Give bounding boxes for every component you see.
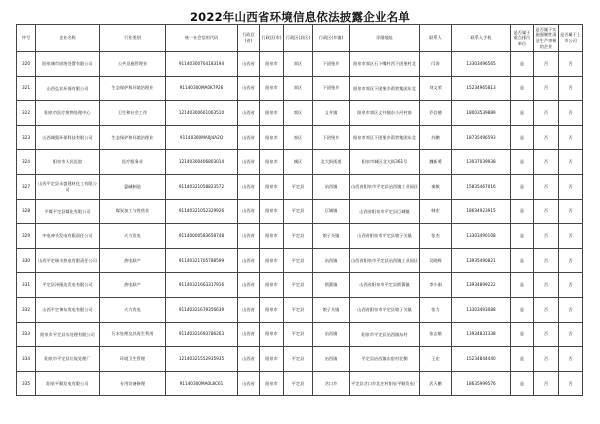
table-row	[17, 322, 583, 347]
table-cell: 医疗服务业	[100, 150, 166, 175]
table-cell: 否	[559, 273, 583, 298]
table-cell: 322	[17, 101, 36, 126]
enterprise-table	[16, 24, 583, 396]
table-cell: 下团堡乡	[313, 125, 350, 150]
column-header: 是否属于上市公司	[559, 25, 583, 52]
table-cell: 平定县	[284, 297, 313, 322]
table-cell: 山西省	[238, 297, 260, 322]
column-header: 企业名称	[36, 25, 100, 52]
table-cell: 山西省阳泉市平定县锁簧镇	[350, 273, 420, 298]
table-cell: 武天鹏	[420, 371, 452, 396]
column-header: 行政区(省)	[238, 25, 260, 52]
table-cell: 卫生和社会工作	[100, 101, 166, 126]
table-cell: 91140000583658748	[166, 224, 238, 249]
table-cell: 苏鹏	[420, 125, 452, 150]
table-cell: 韩宏	[420, 199, 452, 224]
column-header: 行政区(乡镇)	[313, 25, 350, 52]
table-cell: 山西省	[238, 52, 260, 77]
table-cell: 山西省阳泉市平定县冶西镇工业园区	[350, 174, 420, 199]
table-cell: 否	[534, 199, 559, 224]
table-cell: 热电联产	[100, 273, 166, 298]
table-cell: 阳泉市	[260, 322, 284, 347]
column-header: 行政区(县区)	[284, 25, 313, 52]
table-cell: 333	[17, 322, 36, 347]
table-cell: 阳泉市人民医院	[36, 150, 100, 175]
table-cell: 否	[559, 322, 583, 347]
table-cell: 是	[511, 150, 534, 175]
column-header: 是否属于重点排污单位	[511, 25, 534, 52]
table-cell: 阳泉市郊区义井镇东小河村南	[350, 101, 420, 126]
table-cell: 平定县	[284, 371, 313, 396]
table-cell: 山西省	[238, 101, 260, 126]
table-cell: 18635999576	[452, 371, 511, 396]
table-cell: 阳泉市	[260, 248, 284, 273]
table-cell: 331	[17, 273, 36, 298]
table-cell: 321	[17, 76, 36, 101]
table-cell: 91140300MA0K7P26	[166, 76, 238, 101]
table-cell: 北大街街道	[313, 150, 350, 175]
table-cell: 娘子关镇	[313, 224, 350, 249]
table-cell: 是	[511, 297, 534, 322]
table-cell: 山西省阳泉市平定县巨城镇	[350, 199, 420, 224]
table-row	[17, 199, 583, 224]
table-cell: 阳泉市平定县水处理有限公司	[36, 322, 100, 347]
table-cell: 火力发电	[100, 297, 166, 322]
table-cell: 324	[17, 150, 36, 175]
table-cell: 阳泉市	[260, 52, 284, 77]
table-cell: 否	[534, 322, 559, 347]
table-cell: 13303490108	[452, 224, 511, 249]
column-header: 联系人手机	[452, 25, 511, 52]
table-cell: 山西省	[238, 322, 260, 347]
table-cell: 山西弘宏环保有限公司	[36, 76, 100, 101]
table-cell: 91140300MA0J4A2Q	[166, 125, 238, 150]
column-header: 是否属于实施强制性清洁生产审核的企业	[534, 25, 559, 52]
table-cell: 阳泉市	[260, 347, 284, 372]
table-cell: 冶西镇	[313, 322, 350, 347]
table-cell: 327	[17, 174, 36, 199]
table-cell: 郊区	[284, 125, 313, 150]
table-body	[17, 52, 583, 396]
table-cell: 下团堡乡	[313, 76, 350, 101]
table-cell: 张杰	[420, 224, 452, 249]
table-cell: 山西省阳泉市平定县娘子关镇	[350, 224, 420, 249]
table-cell: 328	[17, 199, 36, 224]
table-cell: 91140321693786263	[166, 322, 238, 347]
table-cell: 冶西镇	[313, 347, 350, 372]
table-cell: 否	[534, 125, 559, 150]
table-cell: 山西平定县永盛建材化工有限公司	[36, 174, 100, 199]
table-cell: 闫涛	[420, 52, 452, 77]
table-cell: 323	[17, 125, 36, 150]
table-cell: 热电联产	[100, 248, 166, 273]
table-cell: 魏新勇	[420, 150, 452, 175]
table-cell: 否	[534, 371, 559, 396]
table-cell: 山西省	[238, 224, 260, 249]
table-cell: 阳泉市	[260, 150, 284, 175]
table-cell: 山西省	[238, 347, 260, 372]
table-cell: 山西省	[238, 371, 260, 396]
table-cell: 否	[559, 174, 583, 199]
table-cell: 中电神头发电有限责任公司	[36, 224, 100, 249]
table-cell: 13934831338	[452, 322, 511, 347]
table-cell: 平定县	[284, 224, 313, 249]
table-cell: 山西省	[238, 76, 260, 101]
table-cell: 火力发电	[100, 224, 166, 249]
table-cell: 91140321679356639	[166, 297, 238, 322]
table-cell: 15835467016	[452, 174, 511, 199]
table-cell: 12140300406803014	[166, 150, 238, 175]
table-cell: 否	[534, 150, 559, 175]
table-cell: 平定县	[284, 199, 313, 224]
table-cell: 平定县	[284, 248, 313, 273]
table-cell: 刘文荣	[420, 76, 452, 101]
table-cell: 郊区	[284, 52, 313, 77]
table-cell: 阳泉市	[260, 224, 284, 249]
table-cell: 18003539889	[452, 101, 511, 126]
table-cell: 平定县	[284, 273, 313, 298]
table-row	[17, 52, 583, 77]
table-cell: 是	[511, 273, 534, 298]
table-cell: 阳泉市城区北大街361号	[350, 150, 420, 175]
table-cell: 91140321058823572	[166, 174, 238, 199]
table-cell: 是	[511, 101, 534, 126]
table-cell: 否	[559, 52, 583, 77]
table-cell: 冶西镇	[313, 248, 350, 273]
table-cell: 是	[511, 76, 534, 101]
table-cell: 平煤平定县煤化有限公司	[36, 199, 100, 224]
table-cell: 阳泉市医疗废物处理中心	[36, 101, 100, 126]
table-cell: 平定县冶西镇东窑村北侧	[350, 347, 420, 372]
table-cell: 阳泉市郊区下团堡乡荫营集团东北	[350, 125, 420, 150]
column-header: 详细地址	[350, 25, 420, 52]
document-title: 2022年山西省环境信息依法披露企业名单	[189, 10, 410, 24]
header-row	[17, 25, 583, 52]
table-cell: 污水处理及其再生利用	[100, 322, 166, 347]
table-cell: 山西省	[238, 174, 260, 199]
table-cell: 否	[559, 150, 583, 175]
table-cell: 阳泉市	[260, 101, 284, 126]
table-cell: 平定县	[284, 322, 313, 347]
table-row	[17, 224, 583, 249]
table-cell: 否	[534, 248, 559, 273]
table-row	[17, 125, 583, 150]
table-cell: 城区	[284, 150, 313, 175]
table-cell: 15234965813	[452, 76, 511, 101]
table-cell: 18735496593	[452, 125, 511, 150]
table-row	[17, 150, 583, 175]
table-cell: 阳泉市	[260, 76, 284, 101]
table-cell: 否	[559, 224, 583, 249]
table-cell: 阳泉市郊区下团堡乡荫营集团东北	[350, 76, 420, 101]
table-cell: 锁簧镇	[313, 273, 350, 298]
table-cell: 否	[559, 347, 583, 372]
table-cell: 否	[559, 125, 583, 150]
table-cell: 巨城镇	[313, 199, 350, 224]
column-header: 统一社会信用代码	[166, 25, 238, 52]
table-cell: 否	[559, 297, 583, 322]
table-row	[17, 273, 583, 298]
table-cell: 335	[17, 371, 36, 396]
table-cell: 平定县	[284, 174, 313, 199]
table-cell: 否	[559, 248, 583, 273]
table-cell: 13935490821	[452, 248, 511, 273]
table-cell: 332	[17, 297, 36, 322]
table-cell: 山西省阳泉市平定县娘子关镇	[350, 297, 420, 322]
column-header: 行政区(市)	[260, 25, 284, 52]
table-cell: 阳泉市	[260, 371, 284, 396]
table-cell: 阳泉市	[260, 297, 284, 322]
table-cell: 平定县泽隆达发电有限公司	[36, 273, 100, 298]
table-cell: 12140321552935935	[166, 347, 238, 372]
table-cell: 是	[511, 322, 534, 347]
table-cell: 阳泉市郊区石卜嘴村西下团堡村北	[350, 52, 420, 77]
table-cell: 12140300661063510	[166, 101, 238, 126]
table-cell: 郊区	[284, 101, 313, 126]
table-cell: 岔口乡	[313, 371, 350, 396]
table-cell: 平定县	[284, 347, 313, 372]
table-cell: 氯碱制造	[100, 174, 166, 199]
table-cell: 山西省	[238, 248, 260, 273]
table-cell: 18634923915	[452, 199, 511, 224]
table-cell: 334	[17, 347, 36, 372]
table-cell: 13934899222	[452, 273, 511, 298]
table-row	[17, 371, 583, 396]
table-cell: 山西平定瑞丰热电有限责任公司	[36, 248, 100, 273]
table-cell: 生态保护和环境治理业	[100, 125, 166, 150]
table-cell: 是	[511, 224, 534, 249]
table-cell: 冶西镇	[313, 174, 350, 199]
table-cell: 山西城奥环保科技有限公司	[36, 125, 100, 150]
table-cell: 是	[511, 174, 534, 199]
table-cell: 91140321052329926	[166, 199, 238, 224]
table-cell: 秦敏	[420, 174, 452, 199]
table-cell: 否	[534, 273, 559, 298]
table-row	[17, 248, 583, 273]
table-cell: 否	[559, 199, 583, 224]
table-cell: 王宏	[420, 347, 452, 372]
table-cell: 阳泉市	[260, 174, 284, 199]
table-cell: 13303493088	[452, 297, 511, 322]
table-cell: 下团堡乡	[313, 52, 350, 77]
table-cell: 阳泉城市固废处置有限公司	[36, 52, 100, 77]
table-cell: 义井镇	[313, 101, 350, 126]
table-cell: 阳泉市平定县冶西镇东村	[350, 322, 420, 347]
table-cell: 郊区	[284, 76, 313, 101]
table-cell: 320	[17, 52, 36, 77]
table-cell: 专用设备修理	[100, 371, 166, 396]
table-cell: 91140300764183194	[166, 52, 238, 77]
table-cell: 平定县岔口乡北庄村阳泉平顺发电厂	[350, 371, 420, 396]
table-cell: 15234844440	[452, 347, 511, 372]
table-cell: 是	[511, 248, 534, 273]
table-cell: 李小刚	[420, 273, 452, 298]
table-cell: 山西省	[238, 273, 260, 298]
table-cell: 阳泉市	[260, 273, 284, 298]
table-cell: 张志敏	[420, 322, 452, 347]
table-cell: 是	[511, 199, 534, 224]
table-row	[17, 101, 583, 126]
table-row	[17, 347, 583, 372]
table-cell: 张力	[420, 297, 452, 322]
table-cell: 否	[534, 174, 559, 199]
table-cell: 山西省	[238, 199, 260, 224]
table-cell: 是	[511, 371, 534, 396]
table-cell: 否	[559, 76, 583, 101]
table-cell: 阳泉市平定县垃圾处理厂	[36, 347, 100, 372]
table-cell: 煤炭加工与炼焦业	[100, 199, 166, 224]
table-cell: 91140300MA0L8C61	[166, 371, 238, 396]
column-header: 序号	[17, 25, 36, 52]
table-cell: 阳泉平顺发电有限公司	[36, 371, 100, 396]
table-cell: 吴晓辉	[420, 248, 452, 273]
table-cell: 山西省阳泉市平定县冶西镇工业园区	[350, 248, 420, 273]
table-row	[17, 297, 583, 322]
table-cell: 330	[17, 248, 36, 273]
table-cell: 否	[534, 224, 559, 249]
table-cell: 91140321663317916	[166, 273, 238, 298]
table-cell: 是	[511, 347, 534, 372]
table-cell: 公共设施管理业	[100, 52, 166, 77]
table-cell: 91140321705788599	[166, 248, 238, 273]
table-cell: 否	[534, 76, 559, 101]
table-row	[17, 174, 583, 199]
table-cell: 山西省	[238, 125, 260, 150]
table-cell: 娘子关镇	[313, 297, 350, 322]
table-cell: 生态保护和环境治理业	[100, 76, 166, 101]
table-cell: 13303496565	[452, 52, 511, 77]
table-cell: 山西省	[238, 150, 260, 175]
table-cell: 13037039938	[452, 150, 511, 175]
table-cell: 否	[559, 371, 583, 396]
table-cell: 否	[534, 347, 559, 372]
table-cell: 阳泉市	[260, 199, 284, 224]
table-cell: 是	[511, 125, 534, 150]
table-cell: 山西平定神东发电有限公司	[36, 297, 100, 322]
column-header: 联系人	[420, 25, 452, 52]
table-cell: 阳泉市	[260, 125, 284, 150]
table-cell: 否	[534, 297, 559, 322]
table-cell: 环境卫生管理	[100, 347, 166, 372]
table-cell: 否	[559, 101, 583, 126]
table-cell: 否	[534, 101, 559, 126]
table-header	[17, 25, 583, 52]
table-cell: 乔岩德	[420, 101, 452, 126]
table-cell: 否	[534, 52, 559, 77]
column-header: 行业类别	[100, 25, 166, 52]
table-cell: 329	[17, 224, 36, 249]
table-row	[17, 76, 583, 101]
table-cell: 是	[511, 52, 534, 77]
